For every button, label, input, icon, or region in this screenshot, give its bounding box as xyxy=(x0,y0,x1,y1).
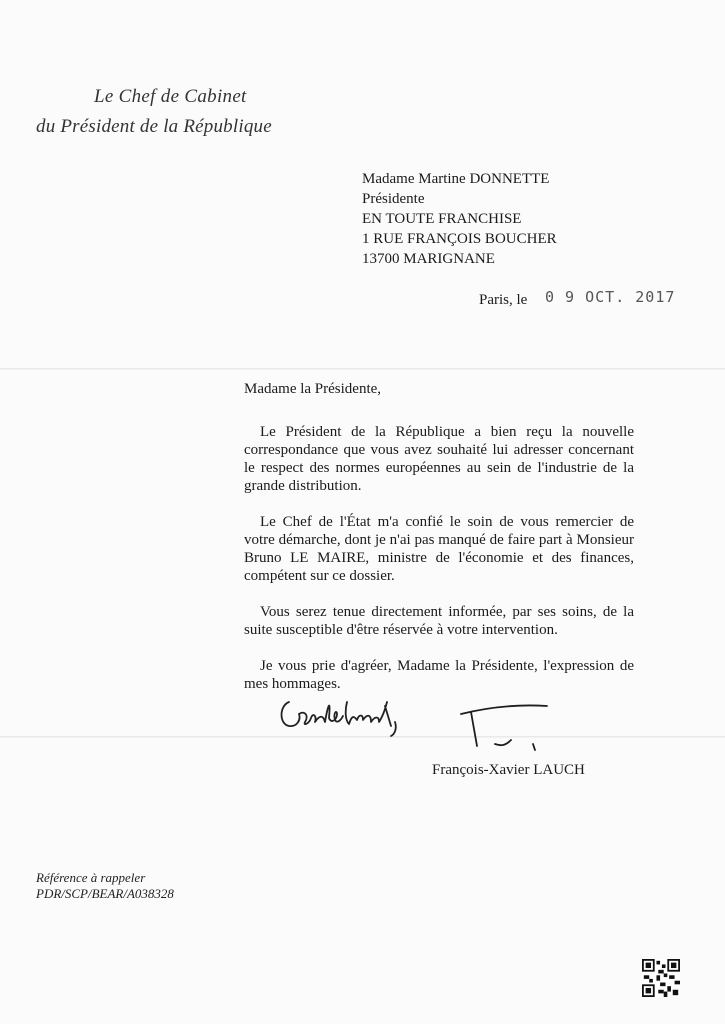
recipient-name: Madame Martine DONNETTE xyxy=(362,171,550,187)
recipient-city: 13700 MARIGNANE xyxy=(362,251,495,267)
recipient-company: EN TOUTE FRANCHISE xyxy=(362,211,522,227)
letter-body xyxy=(244,380,634,711)
recipient-address xyxy=(362,169,557,269)
handwritten-closing-signature xyxy=(275,680,405,740)
letterhead-line: Le Chef de Cabinet xyxy=(94,86,247,107)
date-stamp: 0 9 OCT. 2017 xyxy=(545,288,676,306)
salutation: Madame la Présidente, xyxy=(244,381,382,397)
signer-signature xyxy=(455,700,565,760)
body-paragraph: Je vous prie d'agréer, Madame la Présidente, l'expression de mes hommages. xyxy=(244,658,634,692)
reference-code: PDR/SCP/BEAR/A038328 xyxy=(36,886,174,901)
reference-label: Référence à rappeler xyxy=(36,870,146,885)
qr-code-icon xyxy=(642,959,680,997)
body-paragraph: Le Chef de l'État m'a confié le soin de vous remercier de votre démarche, dont je n'ai pas manqué de faire part à Monsieur Bruno LE MAIRE, ministre de l'économie et des finances, compétent sur ce dossier. xyxy=(244,514,634,584)
signer-name: François-Xavier LAUCH xyxy=(432,762,585,778)
reference-block xyxy=(36,870,174,902)
recipient-street: 1 RUE FRANÇOIS BOUCHER xyxy=(362,231,557,247)
paper-fold xyxy=(0,368,725,370)
letterhead xyxy=(36,82,326,142)
date-place: Paris, le xyxy=(479,292,528,308)
body-paragraph: Vous serez tenue directement informée, par ses soins, de la suite susceptible d'être réservée à votre intervention. xyxy=(244,604,634,638)
recipient-title: Présidente xyxy=(362,191,425,207)
letterhead-line: du Président de la République xyxy=(36,116,272,137)
body-paragraph: Le Président de la République a bien reçu la nouvelle correspondance que vous avez souhaité lui adresser concernant le respect des normes européennes au sein de l'industrie de la grande distribution. xyxy=(244,424,634,494)
